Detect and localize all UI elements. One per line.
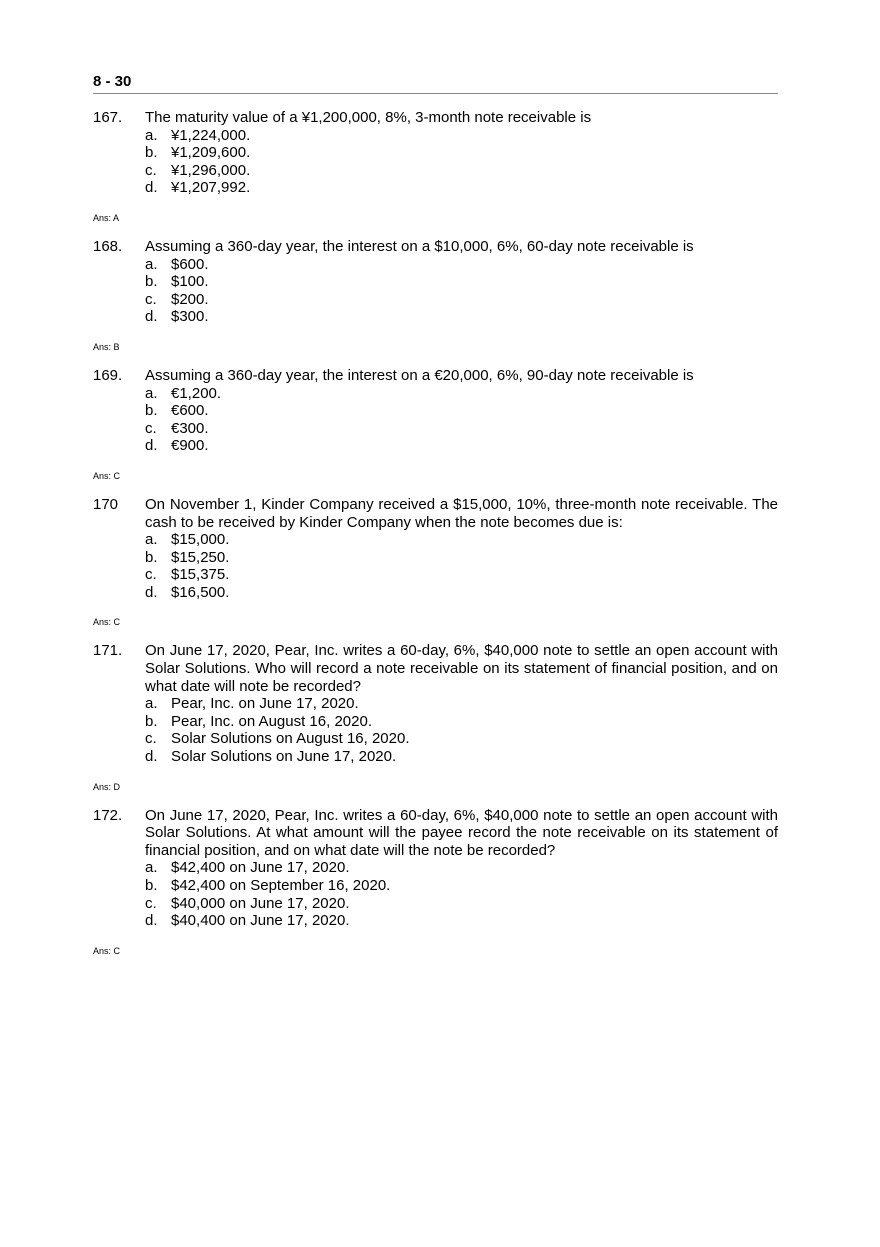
option-letter: a. — [145, 384, 158, 402]
question-171 — [93, 642, 778, 765]
option-a — [145, 385, 778, 403]
option-a — [145, 127, 778, 145]
option-letter: d. — [145, 748, 158, 766]
option-c — [145, 895, 778, 913]
option-letter: b. — [145, 548, 158, 566]
option-text: $42,400 on June 17, 2020. — [171, 859, 350, 877]
option-text: ¥1,209,600. — [171, 144, 251, 162]
option-text: $100. — [171, 273, 209, 291]
options-list — [145, 695, 778, 765]
option-text: €300. — [171, 419, 209, 437]
option-c — [145, 730, 778, 748]
answer-key: Ans: D — [93, 781, 121, 792]
option-letter: b. — [145, 402, 158, 420]
option-letter: a. — [145, 695, 158, 713]
option-text: $15,375. — [171, 566, 230, 584]
option-letter: b. — [145, 273, 158, 291]
option-letter: a. — [145, 531, 158, 549]
option-letter: c. — [145, 566, 157, 584]
option-c — [145, 162, 778, 180]
option-letter: c. — [145, 290, 157, 308]
question-text: On June 17, 2020, Pear, Inc. writes a 60-day, 6%, $40,000 note to settle an open account with Solar Solutions. Who will record a note receivable on its statement of financial position, and on what date will note be recorded? — [145, 642, 778, 695]
question-number: 168. — [93, 237, 123, 255]
question-text: Assuming a 360-day year, the interest on a $10,000, 6%, 60-day note receivable is — [145, 237, 694, 255]
options-list — [145, 256, 778, 326]
option-text: Solar Solutions on June 17, 2020. — [171, 748, 397, 766]
question-text: On November 1, Kinder Company received a $15,000, 10%, three-month note receivable. The cash to be received by Kinder Company when the note becomes due is: — [145, 495, 778, 531]
option-d — [145, 308, 778, 326]
question-169 — [93, 367, 778, 455]
answer-key: Ans: B — [93, 341, 120, 352]
question-number: 169. — [93, 366, 123, 384]
option-letter: a. — [145, 126, 158, 144]
option-text: €600. — [171, 402, 209, 420]
question-list — [93, 109, 778, 971]
option-letter: d. — [145, 583, 158, 601]
option-letter: c. — [145, 161, 157, 179]
option-text: $300. — [171, 308, 209, 326]
option-letter: d. — [145, 308, 158, 326]
option-text: Pear, Inc. on August 16, 2020. — [171, 712, 372, 730]
question-number: 171. — [93, 642, 123, 660]
options-list — [145, 859, 778, 929]
option-text: Pear, Inc. on June 17, 2020. — [171, 695, 359, 713]
option-text: $600. — [171, 255, 209, 273]
question-167 — [93, 109, 778, 197]
option-c — [145, 566, 778, 584]
option-letter: d. — [145, 179, 158, 197]
answer-key: Ans: A — [93, 212, 120, 223]
answer-key: Ans: C — [93, 945, 121, 956]
option-text: $40,000 on June 17, 2020. — [171, 894, 350, 912]
question-text: The maturity value of a ¥1,200,000, 8%, 3-month note receivable is — [145, 109, 592, 126]
option-b — [145, 144, 778, 162]
page-header — [93, 72, 778, 94]
option-c — [145, 291, 778, 309]
option-letter: b. — [145, 144, 158, 162]
option-b — [145, 402, 778, 420]
question-168 — [93, 238, 778, 326]
option-letter: b. — [145, 712, 158, 730]
option-b — [145, 877, 778, 895]
option-letter: b. — [145, 877, 158, 894]
option-text: $40,400 on June 17, 2020. — [171, 912, 350, 930]
option-d — [145, 912, 778, 930]
option-letter: a. — [145, 255, 158, 273]
options-list — [145, 127, 778, 197]
option-text: €1,200. — [171, 384, 222, 402]
option-text: ¥1,296,000. — [171, 161, 251, 179]
option-d — [145, 437, 778, 455]
option-letter: d. — [145, 912, 158, 930]
option-d — [145, 179, 778, 197]
option-c — [145, 420, 778, 438]
option-letter: c. — [145, 419, 157, 437]
option-letter: a. — [145, 859, 158, 877]
options-list — [145, 385, 778, 455]
option-text: Solar Solutions on August 16, 2020. — [171, 730, 410, 748]
option-text: $200. — [171, 290, 209, 308]
option-b — [145, 713, 778, 731]
question-172 — [93, 807, 778, 930]
question-text: On June 17, 2020, Pear, Inc. writes a 60-day, 6%, $40,000 note to settle an open account with Solar Solutions. At what amount will the payee record the note receivable on its statement of financial position, and on what date will the note be recorded? — [145, 806, 778, 859]
option-text: $42,400 on September 16, 2020. — [171, 877, 391, 894]
question-number: 170 — [93, 495, 119, 513]
option-letter: c. — [145, 894, 157, 912]
question-text: Assuming a 360-day year, the interest on a €20,000, 6%, 90-day note receivable is — [145, 366, 694, 384]
option-b — [145, 549, 778, 567]
option-a — [145, 695, 778, 713]
option-text: ¥1,224,000. — [171, 126, 251, 144]
option-a — [145, 859, 778, 877]
option-text: €900. — [171, 437, 209, 455]
option-letter: c. — [145, 730, 157, 748]
options-list — [145, 531, 778, 601]
option-letter: d. — [145, 437, 158, 455]
answer-key: Ans: C — [93, 470, 121, 481]
option-d — [145, 584, 778, 602]
option-text: $15,000. — [171, 531, 230, 549]
answer-key: Ans: C — [93, 617, 121, 628]
option-a — [145, 531, 778, 549]
option-a — [145, 256, 778, 274]
question-number: 167. — [93, 109, 123, 126]
option-d — [145, 748, 778, 766]
question-number: 172. — [93, 806, 123, 824]
option-text: $16,500. — [171, 583, 230, 601]
option-text: $15,250. — [171, 548, 230, 566]
option-b — [145, 273, 778, 291]
option-text: ¥1,207,992. — [171, 179, 251, 197]
question-170 — [93, 496, 778, 602]
page-number: 8 - 30 — [93, 73, 132, 90]
